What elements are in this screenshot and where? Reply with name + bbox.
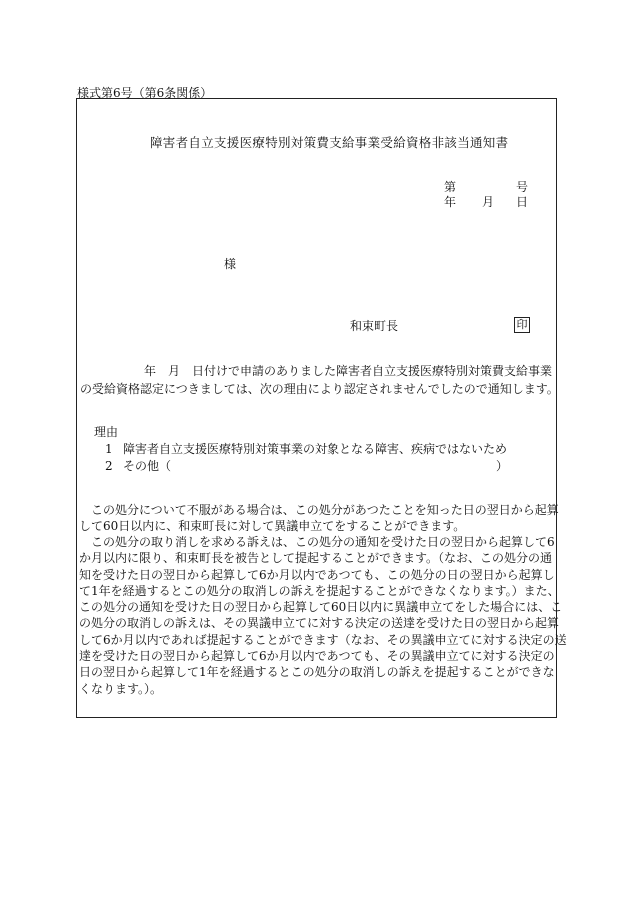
appeal-notice-line: この処分について不服がある場合は、この処分があつたことを知った日の翌日から起算 bbox=[79, 503, 559, 517]
lawsuit-notice-line: 知を受けた日の翌日から起算して6か月以内であつても、この処分の日の翌日から起算し bbox=[79, 567, 555, 582]
date-year-label: 年 bbox=[444, 195, 457, 209]
appeal-notice bbox=[79, 502, 557, 535]
reason-item-2-close-paren: ） bbox=[496, 459, 509, 473]
intro-line-1: 年 月 日付けで申請のありました障害者自立支援医療特別対策費支給事業 bbox=[144, 364, 553, 378]
appeal-notice-line: して60日以内に、和束町長に対して異議申立てをすることができます。 bbox=[79, 519, 466, 534]
date-month-label: 月 bbox=[482, 195, 495, 209]
date-day-label: 日 bbox=[516, 195, 529, 209]
reason-item-1-number: 1 bbox=[105, 442, 113, 456]
lawsuit-notice bbox=[79, 534, 567, 697]
document-title: 障害者自立支援医療特別対策費支給事業受給資格非該当通知書 bbox=[150, 135, 509, 150]
lawsuit-notice-line: か月以内に限り、和束町長を被告として提起することができます。（なお、この処分の通 bbox=[79, 551, 553, 566]
number-suffix: 号 bbox=[516, 180, 529, 194]
intro-line-2: の受給資格認定につきましては、次の理由により認定されませんでしたので通知します。 bbox=[80, 382, 559, 396]
lawsuit-notice-line: て1年を経過するとこの処分の取消しの訴えを提起することができなくなります。）また、 bbox=[79, 583, 560, 598]
reason-item-2-text: その他（ bbox=[123, 459, 172, 473]
lawsuit-notice-line: この処分の通知を受けた日の翌日から起算して60日以内に異議申立てをした場合には、こ bbox=[79, 600, 563, 615]
seal-mark: 印 bbox=[514, 317, 530, 333]
lawsuit-notice-line: 日の翌日から起算して1年を経過するとこの処分の取消しの訴えを提起することができな bbox=[79, 665, 555, 680]
intro-text bbox=[80, 362, 560, 398]
lawsuit-notice-line: くなります。）。 bbox=[79, 681, 163, 696]
lawsuit-notice-line: この処分の取り消しを求める訴えは、この処分の通知を受けた日の翌日から起算して6 bbox=[79, 535, 555, 549]
number-prefix: 第 bbox=[444, 180, 457, 194]
lawsuit-notice-line: の処分の取消しの訴えは、その異議申立てに対する決定の送達を受けた日の翌日から起算 bbox=[79, 616, 560, 631]
lawsuit-notice-line: 達を受けた日の翌日から起算して6か月以内であつても、その異議申立てに対する決定の bbox=[79, 649, 555, 664]
issuer-name: 和束町長 bbox=[350, 319, 399, 333]
recipient-honorific: 様 bbox=[224, 257, 237, 271]
form-number-label: 様式第6号（第6条関係） bbox=[77, 86, 213, 100]
reason-heading: 理由 bbox=[94, 425, 119, 439]
reason-item-1-text: 障害者自立支援医療特別対策事業の対象となる障害、疾病ではないため bbox=[123, 442, 508, 456]
reason-item-2-number: 2 bbox=[105, 459, 113, 473]
lawsuit-notice-line: して6か月以内であれば提起することができます（なお、その異議申立てに対する決定の送 bbox=[79, 632, 567, 647]
